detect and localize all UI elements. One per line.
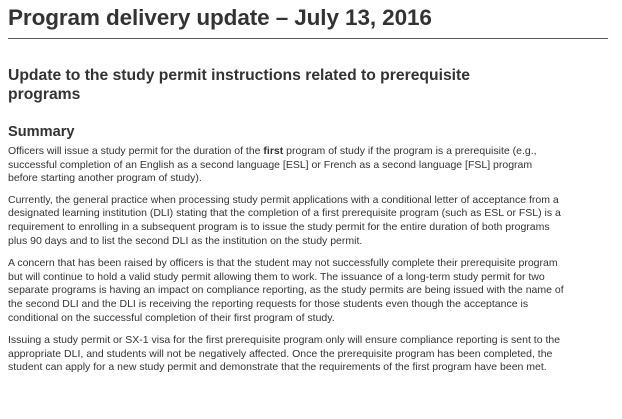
paragraph-line: successful completion of an English as a second language [ESL] or French as a second language [FSL] program xyxy=(8,158,533,171)
paragraph-line: but will continue to hold a valid study permit allowing them to work. The issuance of a long-term study permit for two xyxy=(8,270,545,283)
paragraph-duration xyxy=(8,145,614,186)
paragraph-line: Currently, the general practice when processing study permit applications with a conditional letter of acceptance from a xyxy=(8,193,559,206)
paragraph-line: the second DLI and the DLI is receiving the reporting requests for those students even though the acceptance is xyxy=(8,297,529,310)
paragraph-line: student can apply for a new study permit and demonstrate that the requirements of the first program have been met. xyxy=(8,361,547,374)
paragraph-resolution xyxy=(8,334,614,375)
paragraph-line: appropriate DLI, and students will not be negatively affected. Once the prerequisite program has been completed, the xyxy=(8,347,553,360)
paragraph-concern xyxy=(8,257,614,325)
section-heading xyxy=(8,66,598,104)
text-run: program of study if the program is a prerequisite (e.g., xyxy=(283,145,537,157)
paragraph-line: separate programs is having an impact on compliance reporting, as the study permits are being issued with the name of xyxy=(8,284,564,297)
page-title: Program delivery update – July 13, 2016 xyxy=(8,5,432,30)
paragraph-line: requirement to enrolling in a subsequent program is to issue the study permit for the entire duration of both programs xyxy=(8,220,550,233)
paragraph-line: plus 90 days and to list the second DLI as the institution on the study permit. xyxy=(8,234,363,247)
paragraph-line: Issuing a study permit or SX-1 visa for the first prerequisite program only will ensure compliance reporting is sent to the xyxy=(8,334,561,347)
paragraph-line: conditional on the successful completion of their first program of study. xyxy=(8,311,335,324)
paragraph-line: A concern that has been raised by officers is that the student may not successfully complete their prerequisite program xyxy=(8,257,558,270)
section-heading-line: Update to the study permit instructions related to prerequisite xyxy=(8,67,470,84)
paragraph-current-practice xyxy=(8,194,614,248)
paragraph-line: before starting another program of study). xyxy=(8,172,202,185)
summary-heading: Summary xyxy=(8,124,75,140)
text-run: Officers will issue a study permit for the duration of the xyxy=(8,145,264,157)
paragraph-line: designated learning institution (DLI) stating that the completion of a first prerequisite program (such as ESL or FSL) is a xyxy=(8,207,561,220)
paragraph-line xyxy=(8,145,614,159)
section-heading-line: programs xyxy=(8,86,81,103)
document-page xyxy=(8,0,614,375)
title-divider xyxy=(8,38,608,39)
emphasis-first: first xyxy=(263,145,284,157)
